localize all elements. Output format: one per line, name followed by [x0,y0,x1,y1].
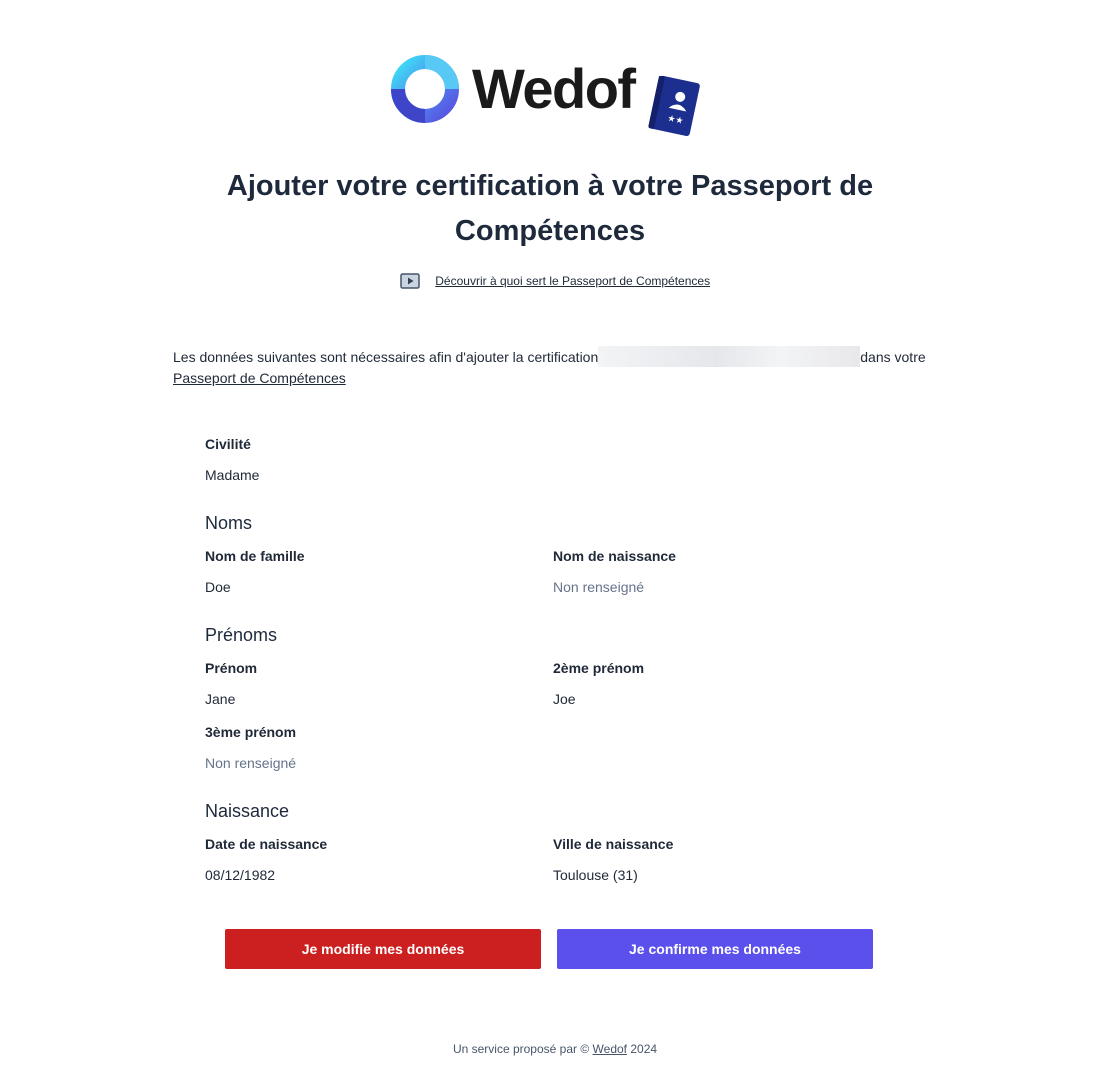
section-noms: Noms [205,513,253,533]
nom-naissance-value: Non renseigné [553,579,645,595]
footer [0,1042,1110,1056]
header [0,50,1110,140]
nom-famille-value: Doe [205,579,231,595]
prenom3-value: Non renseigné [205,755,297,771]
footer-wedof-link[interactable]: Wedof [592,1042,627,1056]
passport-icon [648,76,702,138]
prenom-value: Jane [205,691,236,707]
civilite-value: Madame [205,467,260,483]
svg-text:★★: ★★ [666,113,685,127]
nom-naissance-label: Nom de naissance [553,548,676,564]
date-naissance-label: Date de naissance [205,836,328,852]
confirm-button[interactable]: Je confirme mes données [557,929,873,969]
nom-famille-label: Nom de famille [205,548,305,564]
prenom-label: Prénom [205,660,258,676]
modify-button[interactable]: Je modifie mes données [225,929,541,969]
footer-year: 2024 [630,1042,658,1056]
prenom3-label: 3ème prénom [205,724,297,740]
footer-prefix: Un service proposé par © [452,1042,590,1056]
intro-text-before: Les données suivantes sont nécessaires afin d'ajouter la certification [173,349,599,365]
prenom2-value: Joe [553,691,576,707]
wedof-logo-icon [390,54,460,124]
page-title: Ajouter votre certification à votre Passeport de Compétences [226,170,874,247]
intro-text [173,346,943,389]
intro-text-after: dans votre [860,349,926,365]
date-naissance-value: 08/12/1982 [205,867,276,883]
section-prenoms: Prénoms [205,625,278,645]
section-naissance: Naissance [205,801,290,821]
discover-row [0,273,1110,289]
ville-naissance-value: Toulouse (31) [553,867,638,883]
discover-link[interactable]: Découvrir à quoi sert le Passeport de Compétences [435,274,711,288]
brand-name: Wedof [472,57,635,120]
ville-naissance-label: Ville de naissance [553,836,674,852]
passport-link[interactable]: Passeport de Compétences [173,370,346,386]
video-play-icon[interactable] [400,273,420,289]
redacted-certification [598,346,860,367]
prenom2-label: 2ème prénom [553,660,645,676]
civilite-label: Civilité [205,436,251,452]
